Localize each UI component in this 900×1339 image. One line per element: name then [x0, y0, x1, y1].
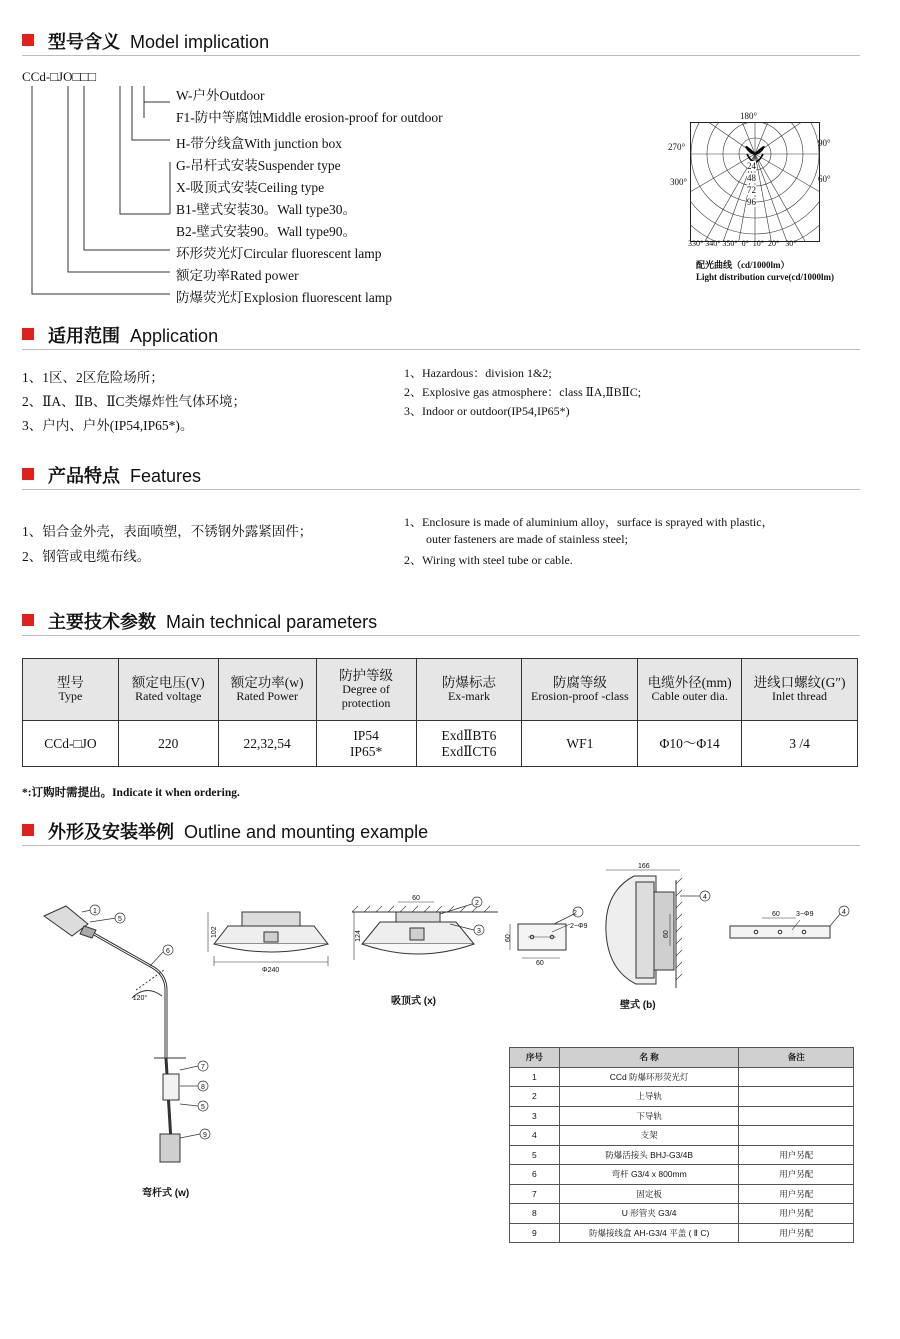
- dim-60b-vert: 60: [505, 934, 512, 942]
- features-cn-1: 1、铝合金外壳，表面喷塑，不锈钢外露紧固件；: [22, 524, 313, 539]
- model-line-circular: 环形荧光灯Circular fluorescent lamp: [176, 246, 382, 261]
- polar-label-bottom: 330° 340° 350° 0° 10° 20° 30°: [688, 239, 797, 248]
- params-header-thread: 进线口螺纹(G″) Inlet thread: [742, 659, 858, 721]
- parts-row: 3 下导轨: [510, 1106, 854, 1126]
- dim-166: 166: [638, 863, 650, 870]
- params-header-type: 型号 Type: [23, 659, 119, 721]
- parts-row: 7 固定板 用户另配: [510, 1184, 854, 1204]
- params-header-protection: 防护等级 Degree of protection: [316, 659, 416, 721]
- section-title-params: 主要技术参数 Main technical parameters: [48, 612, 378, 632]
- ceiling-mount-drawing: [350, 894, 500, 984]
- wall-mount-drawing: [596, 862, 726, 992]
- dim-60b-horiz: 60: [536, 960, 544, 966]
- dim-240: Φ240: [262, 967, 280, 974]
- parts-row: 2 上导轨: [510, 1087, 854, 1107]
- params-cell-type: CCd-□JO: [23, 721, 119, 767]
- params-note: *:订购时需提出。Indicate it when ordering.: [22, 787, 240, 799]
- section-header-features: [22, 462, 860, 490]
- params-cell-erosion: WF1: [522, 721, 638, 767]
- model-line-outdoor: W-户外Outdoor: [176, 88, 265, 103]
- parts-header-remark: 备注: [739, 1048, 854, 1068]
- callout-9: 9: [203, 1132, 207, 1139]
- parts-row: 4 支架: [510, 1126, 854, 1146]
- model-line-f1: F1-防中等腐蚀Middle erosion-proof for outdoor: [176, 110, 443, 125]
- section-square-icon: [22, 328, 34, 340]
- bracket-drawing: [498, 904, 598, 966]
- model-line-wall90: B2-壁式安装90。Wall type90。: [176, 224, 357, 239]
- polar-ring-24: 24: [747, 161, 756, 171]
- params-cell-exmark: ExdⅡBT6 ExdⅡCT6: [416, 721, 522, 767]
- callout-1: 1: [93, 908, 97, 915]
- parts-header-row: [510, 1048, 854, 1068]
- dim-60a: 60: [412, 895, 420, 902]
- model-code: CCd-□JO□□□: [22, 69, 97, 84]
- dim-102: 102: [211, 926, 218, 938]
- dim-124: 124: [355, 930, 362, 942]
- params-header-power: 额定功率(w) Rated Power: [218, 659, 316, 721]
- features-en-1: 1、Enclosure is made of aluminium alloy，surface is sprayed with plastic，: [404, 515, 774, 529]
- section-square-icon: [22, 468, 34, 480]
- polar-label-top: 180°: [740, 111, 758, 121]
- params-header-voltage: 额定电压(V) Rated voltage: [118, 659, 218, 721]
- section-square-icon: [22, 824, 34, 836]
- params-cell-protection: IP54 IP65*: [316, 721, 416, 767]
- section-square-icon: [22, 34, 34, 46]
- section-title-features: 产品特点 Features: [48, 466, 202, 486]
- section-header-application: [22, 322, 860, 350]
- model-line-suspender: G-吊杆式安装Suspender type: [176, 158, 341, 173]
- parts-row: 5 防爆活接头 BHJ-G3/4B 用户另配: [510, 1145, 854, 1165]
- callout-5: 5: [118, 916, 122, 923]
- section-title-outline: 外形及安装举例 Outline and mounting example: [48, 822, 429, 842]
- features-en-3: 2、Wiring with steel tube or cable.: [404, 553, 573, 567]
- model-line-explosion: 防爆荧光灯Explosion fluorescent lamp: [176, 290, 392, 305]
- section-square-icon: [22, 614, 34, 626]
- application-cn-1: 1、1区、2区危险场所；: [22, 370, 164, 385]
- polar-label-270: 270°: [668, 142, 686, 152]
- section-header-model: [22, 28, 860, 56]
- wall-caption: 壁式 (b): [620, 1000, 656, 1011]
- params-header-cable: 电缆外径(mm) Cable outer dia.: [638, 659, 742, 721]
- parts-header-name: 名 称: [559, 1048, 739, 1068]
- params-header-exmark: 防爆标志 Ex-mark: [416, 659, 522, 721]
- polar-label-300: 300°: [670, 177, 688, 187]
- callout-4b: 4: [842, 909, 846, 916]
- callout-7: 7: [201, 1064, 205, 1071]
- application-en-1: 1、Hazardous：division 1&2;: [404, 366, 552, 380]
- params-value-row: [23, 721, 858, 767]
- model-line-junction: H-带分线盒With junction box: [176, 136, 342, 151]
- features-cn-2: 2、钢管或电缆布线。: [22, 549, 151, 564]
- dim-2phi9: 2−Φ9: [570, 923, 588, 930]
- callout-4: 4: [703, 894, 707, 901]
- model-bracket-lines: [22, 80, 182, 300]
- section-header-outline: [22, 818, 860, 846]
- dim-60c: 60: [663, 930, 670, 938]
- polar-caption-cn: 配光曲线（cd/1000lm）: [696, 260, 790, 270]
- callout-5b: 5: [201, 1104, 205, 1111]
- parts-row: 6 弯杆 G3/4 x 800mm 用户另配: [510, 1165, 854, 1185]
- params-header-row: [23, 659, 858, 721]
- callout-8: 8: [201, 1084, 205, 1091]
- model-line-wall30: B1-壁式安装30。Wall type30。: [176, 202, 357, 217]
- polar-caption-en: Light distribution curve(cd/1000lm): [696, 272, 835, 282]
- parts-row: 9 防爆接线盒 AH-G3/4 平盖 ( Ⅱ C) 用户另配: [510, 1223, 854, 1243]
- parts-table: [509, 1047, 854, 1243]
- parts-row: 8 U 形管夹 G3/4 用户另配: [510, 1204, 854, 1224]
- model-line-ceiling: X-吸顶式安装Ceiling type: [176, 180, 325, 195]
- dim-3phi9: 3−Φ9: [796, 911, 814, 918]
- dim-60d: 60: [772, 911, 780, 918]
- parts-row: 1 CCd 防爆环形荧光灯: [510, 1067, 854, 1087]
- pole-caption: 弯杆式 (w): [142, 1188, 190, 1199]
- application-cn-2: 2、ⅡA、ⅡB、ⅡC类爆炸性气体环境；: [22, 394, 247, 409]
- rail-drawing: [726, 900, 856, 950]
- polar-ring-48: 48: [747, 173, 756, 183]
- polar-label-90: 90°: [818, 138, 831, 148]
- features-en-2: outer fasteners are made of stainless steel;: [426, 532, 628, 546]
- params-cell-thread: 3 /4: [742, 721, 858, 767]
- section-title-model: 型号含义 Model implication: [48, 32, 270, 52]
- ceiling-caption: 吸顶式 (x): [391, 996, 436, 1007]
- polar-label-60: 60°: [818, 174, 831, 184]
- params-header-erosion: 防腐等级 Erosion-proof -class: [522, 659, 638, 721]
- callout-6: 6: [166, 948, 170, 955]
- params-cell-power: 22,32,54: [218, 721, 316, 767]
- params-table: [22, 658, 858, 767]
- model-line-power: 额定功率Rated power: [176, 268, 299, 283]
- application-en-2: 2、Explosive gas atmosphere：class ⅡA,ⅡBⅡC;: [404, 385, 642, 399]
- callout-2: 2: [475, 900, 479, 907]
- application-cn-3: 3、户内、户外(IP54,IP65*)。: [22, 418, 194, 433]
- callout-2b: 2: [573, 910, 577, 917]
- section-title-application: 适用范围 Application: [48, 326, 219, 346]
- application-en-3: 3、Indoor or outdoor(IP54,IP65*): [404, 404, 570, 418]
- params-cell-voltage: 220: [118, 721, 218, 767]
- polar-ring-72: 72: [747, 185, 756, 195]
- polar-ring-96: 96: [747, 197, 756, 207]
- parts-header-no: 序号: [510, 1048, 560, 1068]
- front-view-drawing: [206, 908, 336, 974]
- dim-angle: 120°: [132, 995, 148, 1002]
- params-cell-cable: Φ10～Φ14: [638, 721, 742, 767]
- callout-3: 3: [477, 928, 481, 935]
- section-header-params: [22, 608, 860, 636]
